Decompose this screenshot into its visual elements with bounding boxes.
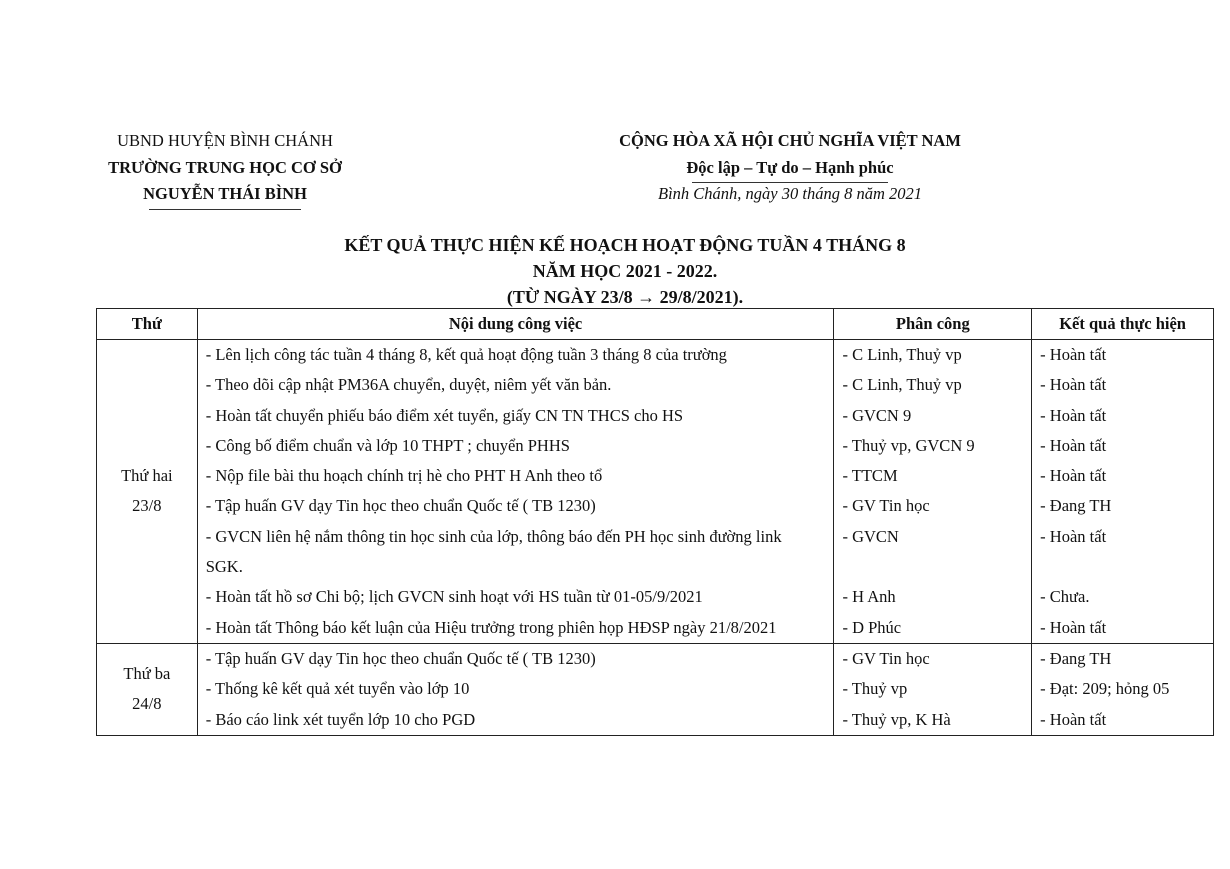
assignee: - C Linh, Thuỷ vp [842,345,962,364]
school-name-underline [149,209,301,210]
task-line: SGK. [205,557,243,577]
assignee [842,552,1023,582]
title-line-3: (TỪ NGÀY 23/8 → 29/8/2021). [506,287,744,307]
day-cell-tuesday [97,643,198,735]
school-name-wrap [143,181,307,208]
table-row-tuesday [97,643,1214,735]
national-title: CỘNG HÒA XÃ HỘI CHỦ NGHĨA VIỆT NAM [619,131,961,150]
district-name: UBND HUYỆN BÌNH CHÁNH [117,131,333,150]
result-status: - Chưa. [1040,587,1090,607]
content-cell-tuesday [197,643,834,735]
assignee: - TTCM [842,466,898,486]
result-status: - Đạt: 209; hỏng 05 [1040,679,1170,699]
school-name: NGUYỄN THÁI BÌNH [143,184,307,203]
assignee: - Thuỷ vp, K Hà [842,709,951,729]
task-line: - Công bố điểm chuẩn và lớp 10 THPT ; chuyển PHHS [205,435,570,455]
result-cell-tuesday [1032,643,1214,735]
day-name: Thứ hai [121,466,173,486]
task-line: - Hoàn tất hồ sơ Chi bộ; lịch GVCN sinh hoạt với HS tuần từ 01-05/9/2021 [205,587,703,607]
assignee: - GVCN [842,526,899,546]
assignee: - D Phúc [842,617,902,637]
result-status: - Hoàn tất [1040,375,1107,395]
header-result: Kết quả thực hiện [1032,309,1214,340]
task-line: - Nộp file bài thu hoạch chính trị hè cho PHT H Anh theo tổ [205,466,603,486]
motto-underline [692,182,887,183]
result-status: - Hoàn tất [1040,435,1107,455]
day-date: 23/8 [132,496,162,516]
task-line: - Hoàn tất chuyển phiếu báo điểm xét tuyển, giấy CN TN THCS cho HS [205,405,684,425]
assignee: - Thuỷ vp [842,679,908,699]
task-line: - Tập huấn GV dạy Tin học theo chuẩn Quốc tế ( TB 1230) [205,648,596,668]
result-status: - Hoàn tất [1040,466,1107,486]
document-date: Bình Chánh, ngày 30 tháng 8 năm 2021 [658,184,922,203]
table-header-row [97,309,1214,340]
header-content: Nội dung công việc [197,309,834,340]
day-cell-monday [97,340,198,644]
title-line-2: NĂM HỌC 2021 - 2022. [532,261,718,281]
task-line: - Lên lịch công tác tuần 4 tháng 8, kết quả hoạt động tuần 3 tháng 8 của trường [205,345,727,364]
assignee: - GVCN 9 [842,405,912,425]
motto-wrap [686,155,893,182]
day-date: 24/8 [132,694,162,714]
result-status: - Hoàn tất [1040,526,1107,546]
header-left [70,128,380,208]
task-line: - Thống kê kết quả xét tuyển vào lớp 10 [205,679,470,699]
task-line: - Báo cáo link xét tuyển lớp 10 cho PGD [205,709,476,729]
assignee: - H Anh [842,587,896,607]
task-line: - Tập huấn GV dạy Tin học theo chuẩn Quốc tế ( TB 1230) [205,496,596,516]
result-status: - Hoàn tất [1040,709,1107,729]
result-status: - Đang TH [1040,648,1112,668]
assignee: - C Linh, Thuỷ vp [842,375,962,395]
result-status [1040,552,1205,582]
plan-table [96,308,1214,736]
result-status: - Đang TH [1040,496,1112,516]
task-line: - GVCN liên hệ nắm thông tin học sinh của lớp, thông báo đến PH học sinh đường link [205,526,782,546]
assign-cell-monday [834,340,1032,644]
school-type: TRƯỜNG TRUNG HỌC CƠ SỞ [108,157,342,177]
content-cell-monday [197,340,834,644]
table-row-monday [97,340,1214,644]
header-right [560,128,1020,208]
result-cell-monday [1032,340,1214,644]
result-status: - Hoàn tất [1040,617,1107,637]
day-name: Thứ ba [123,664,171,684]
result-status: - Hoàn tất [1040,345,1107,364]
assignee: - GV Tin học [842,648,930,668]
header-assign: Phân công [834,309,1032,340]
header-day: Thứ [97,309,198,340]
assignee: - GV Tin học [842,496,930,516]
assign-cell-tuesday [834,643,1032,735]
national-motto: Độc lập – Tự do – Hạnh phúc [686,157,894,177]
task-line: - Theo dõi cập nhật PM36A chuyển, duyệt, niêm yết văn bản. [205,375,612,395]
result-status: - Hoàn tất [1040,405,1107,425]
document-title [0,232,1230,310]
title-line-1: KẾT QUẢ THỰC HIỆN KẾ HOẠCH HOẠT ĐỘNG TUẦN 4 THÁNG 8 [344,235,906,255]
assignee: - Thuỷ vp, GVCN 9 [842,435,975,455]
task-line: - Hoàn tất Thông báo kết luận của Hiệu trưởng trong phiên họp HĐSP ngày 21/8/2021 [205,617,777,637]
